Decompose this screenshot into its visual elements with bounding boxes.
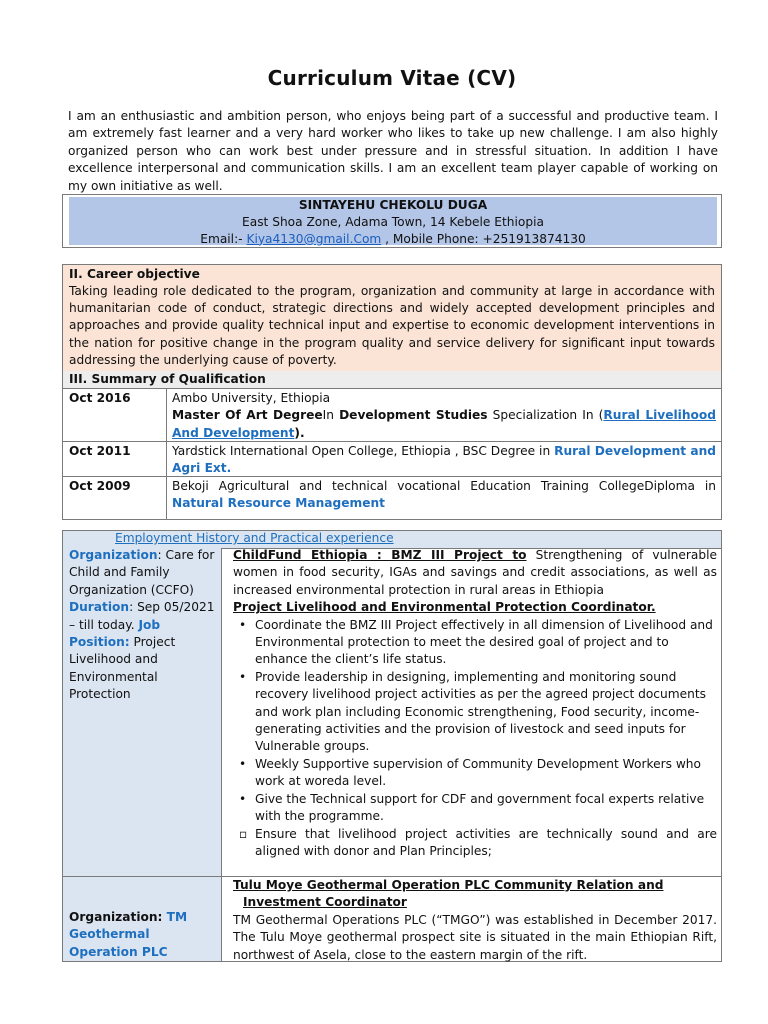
- bullet-icon: •: [239, 617, 247, 632]
- duration-label: Duration: [69, 600, 130, 615]
- job2-description: [233, 877, 717, 964]
- contact-inner: [69, 197, 717, 245]
- qualification-institution: Yardstick International Open College, Ethiopia , BSC Degree in: [172, 444, 555, 458]
- career-heading: II. Career objective: [69, 267, 200, 281]
- qualification-table: [62, 264, 722, 520]
- specialization-field: Rural Livelihood And Development: [172, 408, 716, 440]
- list-item: • Weekly Supportive supervision of Community Development Workers who work at woreda level.: [239, 756, 701, 789]
- specialization-close: ).: [294, 425, 305, 440]
- page-title: Curriculum Vitae (CV): [267, 66, 517, 90]
- org-name: : Care for Child and Family Organization (CCFO): [69, 548, 215, 597]
- bullet-icon: •: [239, 669, 247, 684]
- degree-field: Development Studies: [339, 408, 488, 423]
- project-title: ChildFund Ethiopia : BMZ III Project to: [233, 548, 527, 562]
- qualification-date: Oct 2009: [69, 479, 131, 493]
- qualification-text: [172, 390, 716, 442]
- career-objective-section: [63, 265, 721, 372]
- job2-details: [69, 909, 215, 961]
- career-text: Taking leading role dedicated to the program, organization and community at large in accordance with humanitarian code of conduct, strategic directions and widely accepted development principles and approaches and provide quality technical input and expertise to economic development interventions in the nation for positive change in the program quality and service delivery for significant input towards addressing the underlying cause of poverty.: [69, 284, 715, 367]
- responsibility-list: [233, 617, 717, 861]
- job-role: Tulu Moye Geothermal Operation PLC Community Relation and Investment Coordinator: [233, 878, 664, 910]
- table-row: [63, 389, 721, 442]
- position-label: Job Position:: [69, 617, 161, 650]
- org-name: TM Geothermal Operation PLC: [69, 910, 188, 959]
- list-item: • Give the Technical support for CDF and government focal experts relative with the programme.: [239, 791, 705, 824]
- bullet-icon: •: [239, 756, 247, 771]
- duration-value: : Sep 05/2021 – till today.: [69, 600, 215, 632]
- qualification-text: [172, 443, 716, 478]
- intro-paragraph: I am an enthusiastic and ambition person, who enjoys being part of a successful and productive team. I am extremely fast learner and a very hard worker who likes to take up new challenge. I am also highly organized person who can work best under pressure and in stressful situation. In addition I have excellence interpersonal and communication skills. I am an excellent team player capable of working on my own initiative as well.: [68, 109, 718, 193]
- qualification-text: [172, 478, 716, 513]
- bullet-icon: •: [239, 791, 247, 806]
- employment-heading: Employment History and Practical experience: [115, 531, 394, 545]
- table-row: [63, 442, 721, 477]
- list-item: • Provide leadership in designing, implementing and monitoring sound recovery livelihood project activities as per the agreed project documents and work plan including Economic strengthening, Food security, income-generating activities and the provision of livestock and seed inputs for Vulnerable groups.: [239, 669, 706, 754]
- project-description: Strengthening of vulnerable women in food security, IGAs and savings and credit associations, as well as increased environmental protection in rural areas in Ethiopia: [233, 548, 717, 597]
- position-value: Project Livelihood and Environmental Protection: [69, 635, 176, 702]
- specialization-label: Specialization In (: [487, 408, 604, 423]
- org-label: Organization: [69, 548, 158, 562]
- company-description: TM Geothermal Operations PLC (“TMGO”) was established in December 2017. The Tulu Moye geothermal prospect site is situated in the main Ethiopian Rift, northwest of Asela, close to the eastern margin of the rift.: [233, 912, 717, 962]
- email-label: Email:-: [200, 231, 247, 246]
- degree-mid: In: [322, 408, 340, 423]
- org-label: Organization:: [69, 910, 167, 924]
- summary-heading-row: [63, 371, 721, 389]
- contact-address: East Shoa Zone, Adama Town, 14 Kebele Ethiopia: [242, 214, 544, 229]
- qualification-date: Oct 2011: [69, 444, 131, 458]
- job-role: Project Livelihood and Environmental Protection Coordinator.: [233, 600, 656, 615]
- job1-details: [69, 547, 215, 704]
- employment-table: [62, 530, 722, 962]
- box-bullet-icon: ▫: [239, 826, 248, 841]
- contact-box: [62, 194, 722, 248]
- contact-name: SINTAYEHU CHEKOLU DUGA: [298, 198, 488, 212]
- job1-description: [233, 547, 717, 860]
- contact-line: [69, 231, 717, 248]
- qualification-date: Oct 2016: [69, 391, 131, 405]
- qualification-field: Rural Development and Agri Ext.: [172, 444, 717, 476]
- list-item: • Coordinate the BMZ III Project effectively in all dimension of Livelihood and Environmental protection to meet the desired goal of project and to enhance the client’s life status.: [239, 617, 713, 667]
- qualification-institution: Ambo University, Ethiopia: [172, 391, 331, 405]
- phone-text: , Mobile Phone: +251913874130: [381, 231, 586, 246]
- qualification-institution: Bekoji Agricultural and technical vocational Education Training CollegeDiploma in: [172, 479, 716, 493]
- table-row: [63, 477, 721, 519]
- email-link[interactable]: Kiya4130@gmail.Com: [246, 231, 382, 246]
- degree: Master Of Art Degree: [172, 408, 323, 423]
- qualification-field: Natural Resource Management: [172, 496, 385, 511]
- summary-heading: III. Summary of Qualification: [69, 372, 266, 386]
- list-item: ▫ Ensure that livelihood project activities are technically sound and are aligned with donor and Plan Principles;: [239, 826, 717, 858]
